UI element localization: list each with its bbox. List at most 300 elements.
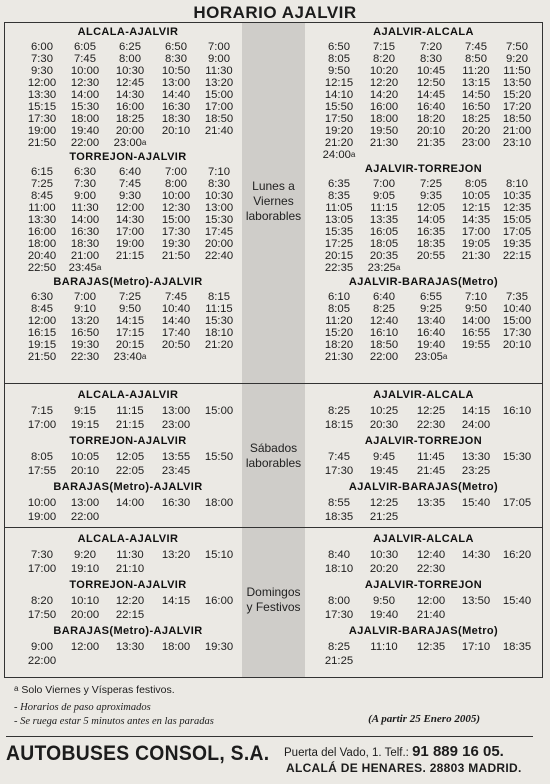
route-title: AJALVIR-BARAJAS(Metro) [348, 481, 499, 493]
departure-time: 11:15 [370, 202, 398, 214]
address-street: Puerta del Vado, 1. Telf.: [284, 747, 409, 759]
departure-time: 8:25 [328, 641, 350, 653]
departure-time: 23:40$^a$ [113, 351, 147, 363]
departure-time: 9:20 [506, 53, 528, 65]
departure-time: 14:45 [416, 89, 446, 101]
departure-time: 20:00 [115, 125, 145, 137]
footnote-marker: a [141, 138, 147, 147]
departure-time: 6:35 [328, 178, 350, 190]
departure-time: 17:30 [324, 609, 354, 621]
departure-time: 12:00 [416, 595, 446, 607]
departure-time: 18:10 [324, 563, 354, 575]
departure-time: 9:50 [328, 65, 350, 77]
departure-time: 23:10 [502, 137, 532, 149]
departure-time: 20:15 [324, 250, 354, 262]
departure-time: 16:35 [416, 226, 446, 238]
departure-time: 17:10 [461, 641, 491, 653]
departure-time: 14:20 [369, 89, 399, 101]
departure-time: 15:05 [502, 214, 532, 226]
departure-time: 11:20 [325, 315, 353, 327]
departure-time: 22:00 [70, 511, 100, 523]
departure-time: 14:35 [461, 214, 491, 226]
departure-time: 22:00 [70, 137, 100, 149]
departure-time: 18:00 [204, 497, 234, 509]
route-title: ALCALA-AJALVIR [77, 26, 179, 38]
departure-time: 8:30 [420, 53, 442, 65]
departure-time: 21:50 [161, 250, 191, 262]
departure-time: 12:00 [27, 77, 57, 89]
departure-time: 18:25 [461, 113, 491, 125]
departure-time: 19:00 [27, 511, 57, 523]
departure-time: 10:40 [502, 303, 532, 315]
departure-time: 7:45 [165, 291, 187, 303]
departure-time: 18:30 [161, 113, 191, 125]
departure-time: 19:30 [161, 238, 191, 250]
departure-time: 17:50 [27, 609, 57, 621]
departure-time: 12:25 [416, 405, 446, 417]
departure-time: 7:20 [420, 41, 442, 53]
departure-time: 6:25 [119, 41, 141, 53]
departure-time: 6:00 [31, 41, 53, 53]
departure-time: 19:15 [27, 339, 57, 351]
departure-time: 21:30 [461, 250, 491, 262]
departure-time: 21:00 [70, 250, 100, 262]
departure-time: 7:10 [465, 291, 487, 303]
departure-time: 15:40 [461, 497, 491, 509]
departure-time: 15:00 [502, 315, 532, 327]
departure-time: 10:30 [115, 65, 145, 77]
departure-time: 7:45 [465, 41, 487, 53]
departure-time: 13:00 [161, 77, 191, 89]
departure-time: 15:00 [204, 405, 234, 417]
validity-date: (A partir 25 Enero 2005) [368, 713, 480, 725]
departure-time: 17:15 [115, 327, 145, 339]
departure-time: 12:15 [324, 77, 354, 89]
departure-time: 9:00 [74, 190, 96, 202]
departure-time: 16:30 [161, 101, 191, 113]
departure-time: 10:25 [369, 405, 399, 417]
departure-time: 9:35 [420, 190, 442, 202]
route-title: AJALVIR-ALCALA [373, 389, 474, 401]
departure-time: 18:50 [502, 113, 532, 125]
departure-time: 22:00 [27, 655, 57, 667]
departure-time: 14:10 [324, 89, 354, 101]
departure-time: 17:30 [27, 113, 57, 125]
departure-time: 20:55 [416, 250, 446, 262]
departure-time: 14:00 [70, 89, 100, 101]
departure-time: 14:15 [461, 405, 491, 417]
departure-time: 9:30 [31, 65, 53, 77]
departure-time: 13:20 [161, 549, 191, 561]
departure-time: 9:45 [373, 451, 395, 463]
departure-time: 19:50 [369, 125, 399, 137]
departure-time: 20:35 [369, 250, 399, 262]
departure-time: 16:55 [461, 327, 491, 339]
departure-time: 24:00 [461, 419, 491, 431]
departure-time: 18:15 [324, 419, 354, 431]
departure-time: 21:40 [416, 609, 446, 621]
departure-time: 6:55 [420, 291, 442, 303]
departure-time: 20:40 [27, 250, 57, 262]
departure-time: 19:40 [369, 609, 399, 621]
departure-time: 17:45 [204, 226, 234, 238]
route-title: BARAJAS(Metro)-AJALVIR [53, 481, 203, 493]
route-title: AJALVIR-TORREJON [364, 435, 483, 447]
note-approximate: - Horarios de paso aproximados [14, 702, 151, 713]
departure-time: 11:30 [116, 549, 144, 561]
departure-time: 14:05 [416, 214, 446, 226]
departure-time: 19:20 [324, 125, 354, 137]
footnote-marker: a [14, 684, 19, 693]
departure-time: 8:45 [31, 190, 53, 202]
departure-time: 9:00 [208, 53, 230, 65]
departure-time: 6:50 [165, 41, 187, 53]
route-title: AJALVIR-TORREJON [364, 579, 483, 591]
departure-time: 22:50 [27, 262, 57, 274]
departure-time: 6:40 [119, 166, 141, 178]
departure-time: 8:50 [465, 53, 487, 65]
departure-time: 10:45 [416, 65, 446, 77]
departure-time: 18:05 [369, 238, 399, 250]
section-divider-weekday-saturday [4, 383, 543, 384]
footnote-marker: a [96, 263, 102, 272]
departure-time: 8:15 [208, 291, 230, 303]
departure-time: 21:15 [115, 419, 145, 431]
departure-time: 14:30 [461, 549, 491, 561]
departure-time: 21:45 [416, 465, 446, 477]
departure-time: 21:15 [115, 250, 145, 262]
departure-time: 23:45$^a$ [68, 262, 102, 274]
departure-time: 14:15 [115, 315, 145, 327]
departure-time: 7:35 [506, 291, 528, 303]
departure-time: 8:40 [328, 549, 350, 561]
day-label-line: Sábados [249, 441, 298, 455]
departure-time: 17:00 [461, 226, 491, 238]
departure-time: 14:00 [461, 315, 491, 327]
route-title: AJALVIR-ALCALA [373, 26, 474, 38]
departure-time: 21:00 [502, 125, 532, 137]
departure-time: 16:40 [416, 101, 446, 113]
departure-time: 11:20 [462, 65, 490, 77]
departure-time: 6:50 [328, 41, 350, 53]
departure-time: 23:00 [461, 137, 491, 149]
footnote-text: Solo Viernes y Vísperas festivos. [21, 684, 175, 696]
departure-time: 11:10 [370, 641, 398, 653]
departure-time: 21:30 [324, 351, 354, 363]
route-title: ALCALA-AJALVIR [77, 389, 179, 401]
departure-time: 21:35 [416, 137, 446, 149]
departure-time: 13:20 [204, 77, 234, 89]
departure-time: 21:20 [204, 339, 234, 351]
departure-time: 21:20 [324, 137, 354, 149]
departure-time: 21:25 [324, 655, 354, 667]
departure-time: 15:15 [27, 101, 57, 113]
company-name: AUTOBUSES CONSOL, S.A. [6, 742, 270, 765]
phone-number: 91 889 16 05. [412, 743, 504, 760]
departure-time: 19:30 [204, 641, 234, 653]
departure-time: 16:20 [502, 549, 532, 561]
departure-time: 13:30 [461, 451, 491, 463]
departure-time: 12:05 [416, 202, 446, 214]
departure-time: 8:05 [465, 178, 487, 190]
departure-time: 17:20 [502, 101, 532, 113]
address-line-1 [284, 743, 504, 760]
departure-time: 23:25 [461, 465, 491, 477]
departure-time: 10:00 [161, 190, 191, 202]
departure-time: 13:35 [369, 214, 399, 226]
departure-time: 23:25$^a$ [367, 262, 401, 274]
departure-time: 21:30 [369, 137, 399, 149]
day-label-line: y Festivos [246, 600, 301, 614]
departure-time: 11:50 [503, 65, 531, 77]
departure-time: 14:30 [115, 214, 145, 226]
departure-time: 7:30 [31, 53, 53, 65]
day-label-saturday [242, 441, 305, 471]
departure-time: 10:10 [70, 595, 100, 607]
route-title: TORREJON-AJALVIR [69, 435, 187, 447]
departure-time: 12:30 [161, 202, 191, 214]
departure-time: 18:35 [502, 641, 532, 653]
departure-time: 19:35 [502, 238, 532, 250]
departure-time: 14:15 [161, 595, 191, 607]
departure-time: 17:50 [324, 113, 354, 125]
departure-time: 8:25 [328, 405, 350, 417]
departure-time: 19:00 [115, 238, 145, 250]
departure-time: 20:00 [204, 238, 234, 250]
departure-time: 8:10 [506, 178, 528, 190]
departure-time: 20:10 [161, 125, 191, 137]
day-label-line: Domingos [246, 585, 301, 599]
departure-time: 7:45 [74, 53, 96, 65]
route-title: BARAJAS(Metro)-AJALVIR [53, 625, 203, 637]
departure-time: 8:05 [328, 303, 350, 315]
departure-time: 23:00$^a$ [113, 137, 147, 149]
departure-time: 22:05 [115, 465, 145, 477]
departure-time: 15:50 [204, 451, 234, 463]
departure-time: 17:30 [161, 226, 191, 238]
departure-time: 17:00 [115, 226, 145, 238]
departure-time: 10:20 [369, 65, 399, 77]
departure-time: 7:00 [373, 178, 395, 190]
route-title: TORREJON-AJALVIR [69, 579, 187, 591]
departure-time: 19:10 [70, 563, 100, 575]
departure-time: 8:35 [328, 190, 350, 202]
departure-time: 12:15 [461, 202, 491, 214]
departure-time: 20:20 [461, 125, 491, 137]
departure-time: 11:05 [325, 202, 353, 214]
departure-time: 15:30 [204, 214, 234, 226]
departure-time: 7:25 [31, 178, 53, 190]
departure-time: 13:00 [161, 405, 191, 417]
departure-time: 13:00 [70, 497, 100, 509]
departure-time: 16:00 [27, 226, 57, 238]
departure-time: 13:20 [70, 315, 100, 327]
departure-time: 19:30 [70, 339, 100, 351]
departure-time: 18:50 [369, 339, 399, 351]
departure-time: 9:05 [373, 190, 395, 202]
departure-time: 9:20 [74, 549, 96, 561]
departure-time: 17:30 [324, 465, 354, 477]
departure-time: 22:15 [502, 250, 532, 262]
departure-time: 16:15 [27, 327, 57, 339]
departure-time: 7:30 [74, 178, 96, 190]
departure-time: 21:50 [27, 351, 57, 363]
departure-time: 18:20 [416, 113, 446, 125]
departure-time: 13:55 [161, 451, 191, 463]
departure-time: 10:40 [161, 303, 191, 315]
departure-time: 8:45 [31, 303, 53, 315]
departure-time: 13:30 [115, 641, 145, 653]
departure-time: 19:40 [70, 125, 100, 137]
departure-time: 10:30 [204, 190, 234, 202]
departure-time: 17:40 [161, 327, 191, 339]
departure-time: 12:35 [502, 202, 532, 214]
departure-time: 22:40 [204, 250, 234, 262]
address-line-2: ALCALÁ DE HENARES. 28803 MADRID. [286, 761, 522, 775]
departure-time: 9:15 [74, 405, 96, 417]
departure-time: 15:35 [324, 226, 354, 238]
departure-time: 19:05 [461, 238, 491, 250]
departure-time: 10:35 [502, 190, 532, 202]
departure-time: 19:45 [369, 465, 399, 477]
departure-time: 16:10 [502, 405, 532, 417]
departure-time: 13:15 [461, 77, 491, 89]
departure-time: 15:00 [161, 214, 191, 226]
departure-time: 7:10 [208, 166, 230, 178]
departure-time: 20:15 [115, 339, 145, 351]
departure-time: 6:40 [373, 291, 395, 303]
departure-time: 20:30 [369, 419, 399, 431]
departure-time: 14:40 [161, 315, 191, 327]
departure-time: 14:00 [70, 214, 100, 226]
departure-time: 16:00 [204, 595, 234, 607]
departure-time: 11:15 [205, 303, 233, 315]
footnote-marker: a [141, 352, 147, 361]
departure-time: 13:30 [27, 89, 57, 101]
departure-time: 8:25 [373, 303, 395, 315]
departure-time: 12:30 [70, 77, 100, 89]
departure-time: 12:00 [115, 202, 145, 214]
day-label-line: laborables [245, 456, 302, 470]
departure-time: 15:20 [502, 89, 532, 101]
departure-time: 9:00 [31, 641, 53, 653]
departure-time: 22:30 [416, 563, 446, 575]
departure-time: 16:40 [416, 327, 446, 339]
departure-time: 7:00 [208, 41, 230, 53]
departure-time: 13:50 [461, 595, 491, 607]
departure-time: 20:10 [416, 125, 446, 137]
departure-time: 9:30 [119, 190, 141, 202]
departure-time: 7:25 [420, 178, 442, 190]
departure-time: 18:00 [161, 641, 191, 653]
departure-time: 24:00$^a$ [322, 149, 356, 161]
departure-time: 8:30 [165, 53, 187, 65]
footer-divider [6, 736, 533, 737]
day-label-weekdays [242, 179, 305, 224]
departure-time: 17:00 [204, 101, 234, 113]
footnote-marker: a [395, 263, 401, 272]
departure-time: 12:05 [115, 451, 145, 463]
departure-time: 18:25 [115, 113, 145, 125]
departure-time: 18:00 [27, 238, 57, 250]
departure-time: 7:30 [31, 549, 53, 561]
departure-time: 12:35 [416, 641, 446, 653]
departure-time: 22:30 [416, 419, 446, 431]
departure-time: 7:50 [506, 41, 528, 53]
departure-time: 8:05 [328, 53, 350, 65]
departure-time: 15:10 [204, 549, 234, 561]
departure-time: 10:50 [161, 65, 191, 77]
departure-time: 6:05 [74, 41, 96, 53]
departure-time: 20:20 [369, 563, 399, 575]
departure-time: 21:50 [27, 137, 57, 149]
departure-time: 16:50 [70, 327, 100, 339]
day-label-line: laborables [245, 209, 302, 223]
departure-time: 18:10 [204, 327, 234, 339]
departure-time: 8:30 [208, 178, 230, 190]
departure-time: 16:05 [369, 226, 399, 238]
departure-time: 14:40 [161, 89, 191, 101]
departure-time: 17:30 [502, 327, 532, 339]
departure-time: 7:15 [373, 41, 395, 53]
departure-time: 19:55 [461, 339, 491, 351]
departure-time: 9:10 [74, 303, 96, 315]
departure-time: 16:30 [70, 226, 100, 238]
departure-time: 15:50 [324, 101, 354, 113]
departure-time: 21:40 [204, 125, 234, 137]
departure-time: 18:20 [324, 339, 354, 351]
departure-time: 14:00 [115, 497, 145, 509]
departure-time: 7:00 [74, 291, 96, 303]
departure-time: 15:30 [204, 315, 234, 327]
departure-time: 13:50 [502, 77, 532, 89]
departure-time: 7:45 [328, 451, 350, 463]
departure-time: 13:40 [416, 315, 446, 327]
departure-time: 7:00 [165, 166, 187, 178]
departure-time: 18:00 [369, 113, 399, 125]
day-label-line: Lunes a [252, 179, 295, 193]
departure-time: 23:45 [161, 465, 191, 477]
route-title: BARAJAS(Metro)-AJALVIR [53, 276, 203, 288]
departure-time: 8:00 [119, 53, 141, 65]
departure-time: 15:30 [502, 451, 532, 463]
departure-time: 21:25 [369, 511, 399, 523]
departure-time: 12:00 [27, 315, 57, 327]
departure-time: 12:25 [369, 497, 399, 509]
departure-time: 11:15 [116, 405, 144, 417]
section-divider-saturday-sunday [4, 527, 543, 528]
departure-time: 8:00 [165, 178, 187, 190]
departure-time: 12:40 [369, 315, 399, 327]
departure-time: 21:10 [115, 563, 145, 575]
route-title: AJALVIR-ALCALA [373, 533, 474, 545]
departure-time: 16:00 [115, 101, 145, 113]
departure-time: 15:40 [502, 595, 532, 607]
day-label-line: Viernes [253, 194, 294, 208]
departure-time: 20:10 [70, 465, 100, 477]
departure-time: 12:45 [115, 77, 145, 89]
departure-time: 18:00 [70, 113, 100, 125]
departure-time: 17:25 [324, 238, 354, 250]
departure-time: 12:50 [416, 77, 446, 89]
route-title: AJALVIR-BARAJAS(Metro) [348, 276, 499, 288]
departure-time: 10:30 [369, 549, 399, 561]
departure-time: 11:30 [71, 202, 99, 214]
departure-time: 16:10 [369, 327, 399, 339]
route-title: AJALVIR-TORREJON [364, 163, 483, 175]
departure-time: 17:00 [27, 563, 57, 575]
departure-time: 18:30 [70, 238, 100, 250]
